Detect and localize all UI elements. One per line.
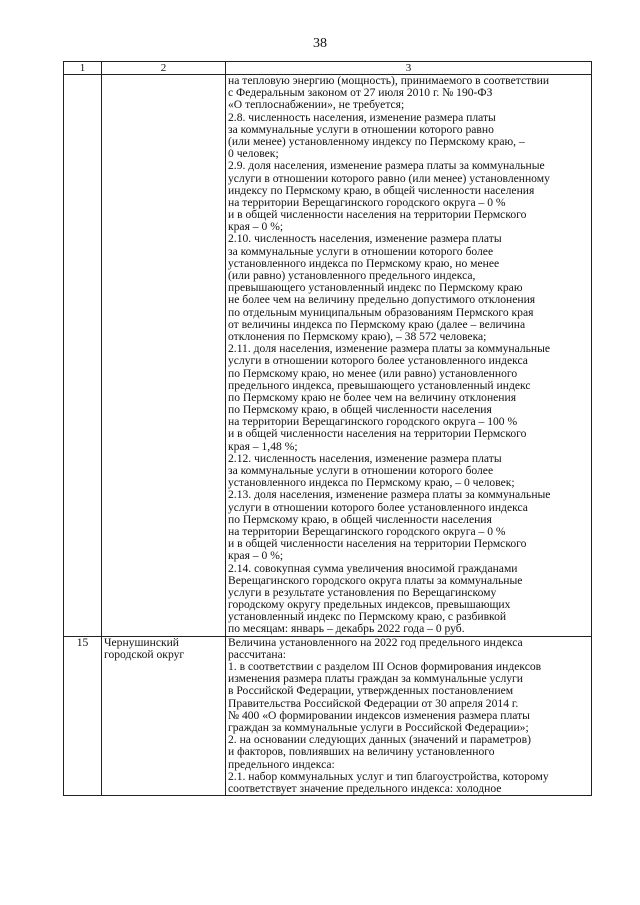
content-line: индексу по Пермскому краю, в общей численности населения: [228, 183, 535, 197]
content-line: по месяцам: январь – декабрь 2022 года – 0 руб.: [228, 622, 465, 636]
content-line: установленный индекс по Пермскому краю, с разбивкой: [228, 610, 507, 624]
content-line: услуги в результате установления по Верещагинскому: [228, 585, 497, 599]
content-line: 1. в соответствии с разделом III Основ формирования индексов: [228, 660, 542, 673]
content-line: граждан за коммунальные услуги в Российской Федерации»;: [228, 720, 529, 734]
content-line: Величина установленного на 2022 год предельного индекса: [228, 635, 523, 649]
content-line: изменения размера платы граждан за коммунальные услуги: [228, 672, 523, 686]
content-line: по Пермскому краю не более чем на величину отклонения: [228, 390, 517, 404]
content-line: 2. на основании следующих данных (значений и параметров): [228, 733, 531, 747]
municipality-name-line: Чернушинский: [104, 635, 180, 649]
content-line: соответствует значение предельного индекса: холодное: [228, 781, 502, 795]
municipality-name-cell: [102, 75, 226, 637]
row-number: 15: [76, 635, 89, 649]
content-line: на тепловую энергию (мощность), принимаемого в соответствии: [228, 74, 550, 87]
content-line: с Федеральным законом от 27 июля 2010 г. № 190-ФЗ: [228, 86, 493, 100]
content-line: 2.9. доля населения, изменение размера платы за коммунальные: [228, 159, 545, 173]
content-line: по Пермскому краю, но менее (или равно) установленного: [228, 366, 518, 380]
content-line: на территории Верещагинского городского округа – 0 %: [228, 524, 506, 538]
content-line: установленного индекса по Пермскому краю, – 0 человек;: [228, 476, 515, 490]
content-line: услуги в отношении которого более установленного индекса: [228, 354, 528, 368]
content-line: за коммунальные услуги в отношении которого более: [228, 464, 494, 477]
table-row: [64, 636, 592, 795]
document-table: [63, 61, 592, 796]
content-line: края – 0 %;: [228, 549, 284, 563]
content-line: превышающего установленный индекс по Пермскому краю: [228, 281, 523, 295]
content-line: края – 1,48 %;: [228, 439, 298, 453]
content-line: и факторов, повлиявших на величину установленного: [228, 745, 495, 759]
row-number-cell: [64, 75, 102, 637]
content-line: по Пермскому краю, в общей численности населения: [228, 512, 492, 526]
content-line: городскому округу предельных индексов, превышающих: [228, 598, 511, 612]
row-number-cell: [64, 636, 102, 795]
content-line: предельного индекса, превышающего установленный индекс: [228, 378, 531, 392]
content-line: услуги в отношении которого равно (или менее) установленному: [228, 171, 550, 185]
page-number: 38: [313, 36, 327, 51]
content-line: на территории Верещагинского городского округа – 0 %: [228, 195, 506, 209]
content-line: (или менее) установленному индексу по Пермскому краю, –: [228, 134, 525, 148]
municipality-name-line: городской округ: [104, 647, 185, 661]
column-header-2: 2: [102, 62, 226, 75]
content-line: Правительства Российской Федерации от 30 апреля 2014 г.: [228, 696, 519, 710]
content-line: по отдельным муниципальным образованиям Пермского края: [228, 305, 534, 319]
content-line: № 400 «О формировании индексов изменения размера платы: [228, 708, 530, 722]
content-line: рассчитана:: [228, 647, 286, 661]
content-line: «О теплоснабжении», не требуется;: [228, 98, 405, 112]
content-cell: [226, 636, 592, 795]
content-line: по Пермскому краю, в общей численности населения: [228, 403, 492, 417]
content-line: 2.1. набор коммунальных услуг и тип благоустройства, которому: [228, 769, 549, 783]
table-header-row: [64, 62, 592, 75]
content-line: (или равно) установленного предельного индекса,: [228, 269, 476, 282]
content-line: 2.11. доля населения, изменение размера платы за коммунальные: [228, 342, 551, 356]
content-line: установленного индекса по Пермскому краю, но менее: [228, 256, 500, 270]
content-line: за коммунальные услуги в отношении которого равно: [228, 122, 494, 136]
content-line: в Российской Федерации, утвержденных постановлением: [228, 684, 514, 698]
content-line: Верещагинского городского округа платы за коммунальные: [228, 573, 523, 587]
content-line: от величины индекса по Пермскому краю (далее – величина: [228, 317, 526, 331]
content-line: на территории Верещагинского городского округа – 100 %: [228, 415, 518, 429]
content-cell: [226, 75, 592, 637]
content-line: и в общей численности населения на территории Пермского: [228, 427, 527, 441]
column-header-3: 3: [226, 62, 592, 75]
content-line: за коммунальные услуги в отношении которого более: [228, 244, 494, 258]
content-line: услуги в отношении которого более установленного индекса: [228, 500, 528, 514]
content-line: края – 0 %;: [228, 220, 284, 234]
content-line: 2.10. численность населения, изменение размера платы: [228, 232, 502, 246]
content-line: и в общей численности населения на территории Пермского: [228, 537, 527, 551]
content-line: 0 человек;: [228, 147, 279, 161]
content-line: 2.12. численность населения, изменение размера платы: [228, 451, 502, 465]
content-line: предельного индекса:: [228, 757, 335, 771]
row-number: [66, 75, 99, 87]
column-header-1: 1: [64, 62, 102, 75]
content-line: и в общей численности населения на территории Пермского: [228, 208, 527, 222]
content-line: 2.14. совокупная сумма увеличения вносимой гражданами: [228, 561, 518, 575]
table-row: [64, 75, 592, 637]
municipality-name-cell: [102, 636, 226, 795]
content-line: 2.8. численность населения, изменение размера платы: [228, 110, 496, 124]
content-line: 2.13. доля населения, изменение размера платы за коммунальные: [228, 488, 551, 502]
content-line: отклонения по Пермскому краю), – 38 572 человека;: [228, 329, 487, 343]
content-line: не более чем на величину предельно допустимого отклонения: [228, 293, 536, 307]
